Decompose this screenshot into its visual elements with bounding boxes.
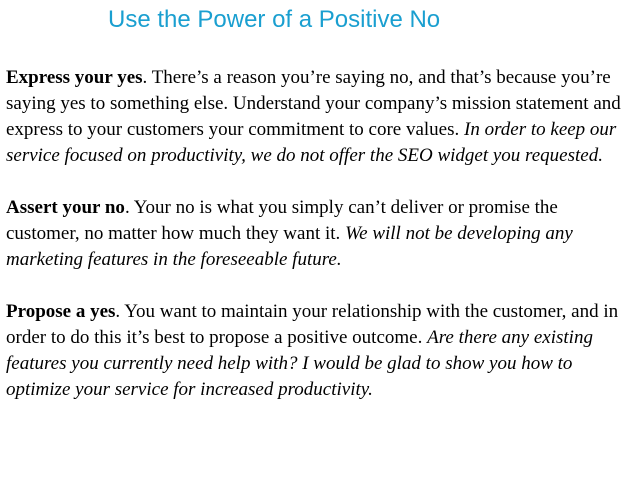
paragraph-text: . There’s a reason you’re saying no, and that’s because you’re saying yes to something else. Understand your company’s mission statement and express to your customers your commitment to core values.: [6, 67, 621, 140]
paragraph-express-yes: [6, 65, 632, 169]
slide-body: [6, 65, 632, 403]
paragraph-assert-no: [6, 195, 632, 273]
slide-title: Use the Power of a Positive No: [108, 6, 441, 33]
paragraph-lead: Express your yes: [6, 67, 143, 88]
paragraph-lead: Assert your no: [6, 197, 125, 218]
paragraph-example: In order to keep our service focused on productivity, we do not offer the SEO widget you requested.: [6, 119, 617, 166]
paragraph-text: . You want to maintain your relationship with the customer, and in order to do this it’s best to propose a positive outcome.: [6, 301, 619, 348]
paragraph-lead: Propose a yes: [6, 301, 116, 322]
paragraph-text: . Your no is what you simply can’t deliver or promise the customer, no matter how much they want it.: [6, 197, 558, 244]
paragraph-propose-yes: [6, 299, 632, 403]
paragraph-example: Are there any existing features you currently need help with? I would be glad to show you how to optimize your service for increased productivity.: [6, 327, 593, 400]
paragraph-example: We will not be developing any marketing features in the foreseeable future.: [6, 223, 573, 270]
